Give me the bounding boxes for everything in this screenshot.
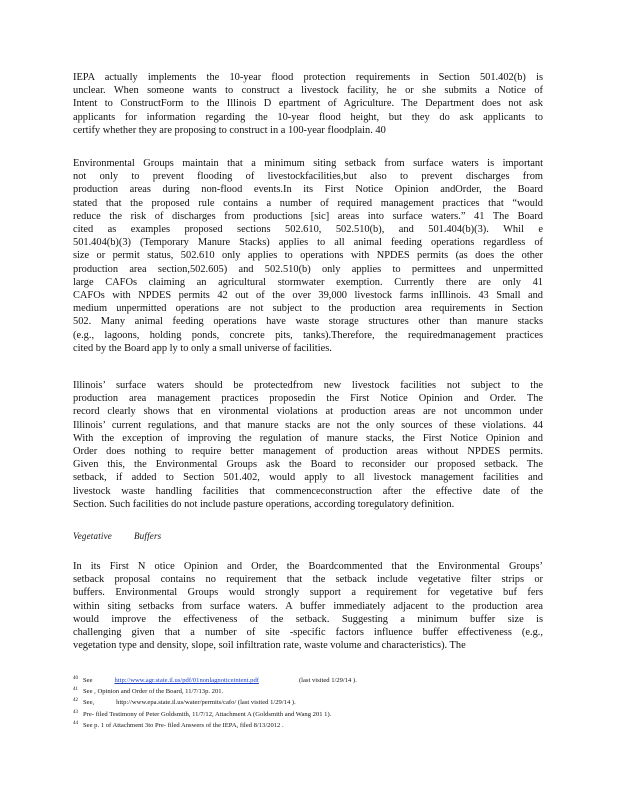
text-line: unclear. When someone wants to construct a livestock facility, he or she submits a Notice of xyxy=(73,85,543,97)
footnote xyxy=(73,708,543,719)
text-line: CAFOs with NPDES permits 42 out of the over 39,000 livestock farms inIllinois. 43 Small and xyxy=(73,290,543,302)
text-line: buffers. Environmental Groups would strongly support a requirement for vegetative buf fers xyxy=(73,587,543,599)
text-line: production area management practices proposedin the First Notice Opinion and Order. The xyxy=(73,393,543,405)
paragraph-environmental-groups xyxy=(73,157,543,355)
text-line: reduce the risk of discharges from productions [sic] areas into surface waters.” 41 The Board xyxy=(73,210,543,222)
text-line: Intent to ConstructForm to the Illinois D epartment of Agriculture. The Department does not ask xyxy=(73,98,543,110)
text-line: would improve the effectiveness of the setback. Suggesting a minimum buffer size is xyxy=(73,613,543,625)
text-line: cited by the Board app ly to only a small universe of facilities. xyxy=(73,342,332,354)
paragraph-vegetative-buffers xyxy=(73,560,543,652)
footnote-text: http://www.epa.state.il.us/water/permits/cafo/ (last visited 1/29/14 ). xyxy=(116,699,296,707)
text-line: Given this, the Environmental Groups ask the Board to reconsider our proposed setback. The xyxy=(73,459,543,471)
text-line: 502. Many animal feeding operations have waste storage structures other than manure stacks xyxy=(73,316,543,328)
text-line: production areas during non-flood events.In its First Notice Opinion andOrder, the Board xyxy=(73,184,543,196)
text-line: medium unpermitted operations are not subject to the production area requirements in Section xyxy=(73,303,543,315)
footnote xyxy=(73,685,543,696)
text-line: stated that the proposed rule contains a number of required management practices that “would xyxy=(73,197,543,209)
footnotes xyxy=(73,674,543,730)
text-line: size or permit status, 502.610 only applies to operations with NPDES permits (as does the other xyxy=(73,250,543,262)
footnote-link[interactable]: http://www.agr.state.il.us/pdf/01nonlagnoticeintent.pdf xyxy=(114,677,259,685)
footnote-prefix: See, xyxy=(83,699,95,707)
text-line: setback proposal contains no requirement that the setback include vegetative filter strips or xyxy=(73,574,543,586)
text-line: Order does nothing to require better management of production areas without NPDES permits. xyxy=(73,446,543,458)
paragraph-illinois-surface-waters xyxy=(73,379,543,511)
heading-word-buffers: Buffers xyxy=(133,531,162,541)
text-line: Environmental Groups maintain that a minimum siting setback from surface waters is important xyxy=(73,158,543,169)
footnote-text: Pre- filed Testimony of Peter Goldsmith, 11/7/12, Attachment A (Goldsmith and Wang 201 1). xyxy=(83,710,332,718)
footnote-number: 40 xyxy=(73,676,78,681)
footnote-prefix: See xyxy=(83,677,93,685)
footnote xyxy=(73,696,543,707)
footnote-number: 42 xyxy=(73,698,78,704)
text-line: IEPA actually implements the 10-year flood protection requirements in Section 501.402(b) is xyxy=(73,72,543,83)
text-line: Illinois’ current regulations, and that manure stacks are not the only sources of these violations. 44 xyxy=(73,419,543,431)
text-line: With the exception of improving the regulation of manure stacks, the First Notice Opinion and xyxy=(73,432,543,444)
text-line: livestock waste handling facilities that commenceconstruction after the effective date of the xyxy=(73,485,543,497)
section-heading-vegetative-buffers xyxy=(73,531,183,541)
text-line: Section. Such facilities do not include pasture operations, according toregulatory definition. xyxy=(73,498,455,510)
footnote xyxy=(73,674,543,685)
footnote-text: (last visited 1/29/14 ). xyxy=(298,677,357,685)
paragraph-flood-protection xyxy=(73,71,543,137)
text-line: certify whether they are proposing to construct in a 100-year floodplain. 40 xyxy=(73,124,386,136)
text-line: large CAFOs claiming an agricultural stormwater exemption. Currently there are only 41 xyxy=(73,276,543,288)
text-line: production area section,502.605) and 502.510(b) only applies to permittees and unpermitted xyxy=(73,263,543,275)
text-line: setback, if added to Section 501.402, would apply to all livestock management facilities and xyxy=(73,472,543,484)
footnote-number: 41 xyxy=(73,687,78,693)
text-line: 501.404(b)(3) (Temporary Manure Stacks) applies to all animal feeding operations regardless of xyxy=(73,237,543,249)
footnote-text: See p. 1 of Attachment 3to Pre- filed Answers of the IEPA, filed 8/13/2012 . xyxy=(83,721,284,729)
footnote-number: 43 xyxy=(73,709,78,715)
text-line: cited as examples proposed sections 502.610, 502.510(b), and 501.404(b)(3). Whil e xyxy=(73,224,543,236)
footnote-text: See , Opinion and Order of the Board, 11/7/13p. 201. xyxy=(83,688,224,696)
text-line: (e.g., lagoons, holding ponds, concrete pits, tanks).Therefore, the requiredmanagement practices xyxy=(73,329,543,341)
heading-word-vegetative: Vegetative xyxy=(73,531,112,541)
text-line: record clearly shows that en vironmental violations at production areas are not uncommon under xyxy=(73,406,543,418)
text-line: vegetation type and density, slope, soil infiltration rate, waste volume and characteristics). The xyxy=(73,640,466,652)
text-line: not only to prevent flooding of livestockfacilities,but also to prevent discharges from xyxy=(73,171,543,183)
text-line: Illinois’ surface waters should be protectedfrom new livestock facilities not subject to the xyxy=(73,380,543,391)
footnote xyxy=(73,719,543,730)
text-line: within siting setbacks from surface waters. A buffer immediately adjacent to the production area xyxy=(73,600,543,612)
footnote-number: 44 xyxy=(73,720,78,726)
text-line: challenging given that a number of site -specific factors influence buffer effectiveness (e.g., xyxy=(73,627,543,639)
text-line: In its First N otice Opinion and Order, the Boardcommented that the Environmental Groups’ xyxy=(73,561,543,572)
text-line: applicants for information regarding the 10-year flood height, but they do ask applicants to xyxy=(73,111,543,123)
